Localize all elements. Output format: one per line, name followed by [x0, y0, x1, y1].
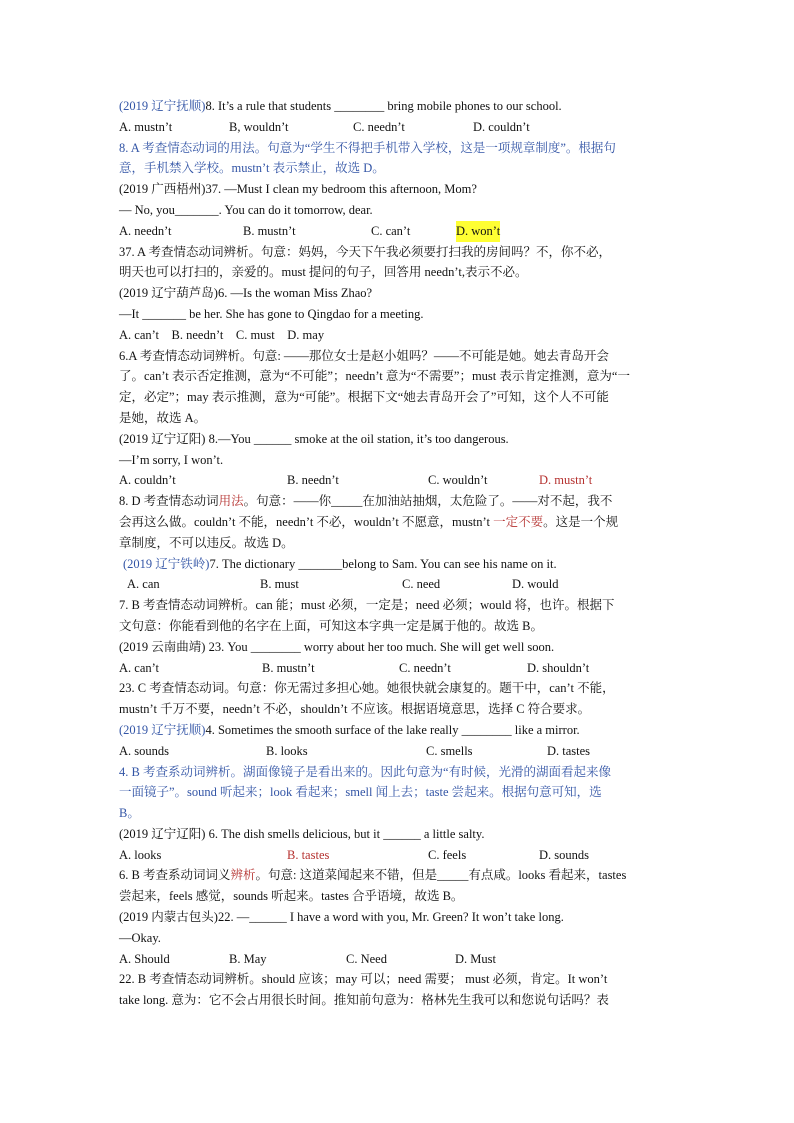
answer-explanation: 6.A 考查情态动词辨析。句意: ——那位女士是赵小姐吗？——不可能是她。她去青岛开会: [119, 348, 609, 363]
answer-explanation: 23. C 考查情态动词。句意：你无需过多担心她。她很快就会康复的。题干中，can’t 不能，: [119, 681, 615, 696]
answer-explanation: 6. B 考查系动词词义辨析。句意: 这道菜闻起来不错，但是_____有点咸。looks 看起来，tastes: [119, 868, 627, 883]
answer-explanation: 是她，故选 A。: [119, 410, 207, 425]
option-d-highlighted: D. won’t: [456, 221, 500, 242]
answer-explanation: 意，手机禁入学校。mustn’t 表示禁止，故选 D。: [119, 161, 385, 176]
option-a: A. needn’t: [119, 223, 172, 238]
answer-options: [119, 574, 679, 595]
answer-explanation: 定，必定”；may 表示推测，意为“可能”。根据下文“她去青岛开会了”可知，这个人不可能: [119, 390, 609, 405]
question-stem: (2019 辽宁葫芦岛)6. —Is the woman Miss Zhao?: [119, 286, 373, 301]
option-d: D. would: [512, 577, 559, 592]
answer-explanation: mustn’t 千万不要，needn’t 不必，shouldn’t 不应该。根据语境意思，选择 C 符合要求。: [119, 702, 591, 717]
question-stem: (2019 辽宁辽阳) 8.—You ______ smoke at the oil station, it’s too dangerous.: [119, 431, 509, 446]
option-a: A. looks: [119, 847, 162, 862]
answer-options: [119, 221, 679, 242]
answer-explanation: take long. 意为：它不会占用很长时间。推知前句意为：格林先生我可以和您说句话吗？表: [119, 993, 609, 1008]
question-stem: —I’m sorry, I won’t.: [119, 452, 224, 467]
answer-options: [119, 470, 679, 491]
option-b: B. mustn’t: [243, 223, 296, 238]
answer-explanation: 文句意：你能看到他的名字在上面，可知这本字典一定是属于他的。故选 B。: [119, 618, 543, 633]
question-stem: (2019 辽宁辽阳) 6. The dish smells delicious, but it ______ a little salty.: [119, 826, 485, 841]
option-a: A. can’t: [119, 660, 160, 675]
answer-explanation: 8. A 考查情态动词的用法。句意为“学生不得把手机带入学校，这是一项规章制度”。根据句: [119, 140, 616, 155]
option-c: C. needn’t: [353, 119, 405, 134]
question-stem: (2019 辽宁抚顺)4. Sometimes the smooth surface of the lake really ________ like a mirror.: [119, 722, 580, 737]
question-stem: (2019 广西梧州)37. —Must I clean my bedroom this afternoon, Mom?: [119, 182, 477, 197]
option-b: B. needn’t: [287, 473, 339, 488]
answer-options: [119, 741, 679, 762]
option-a: A. mustn’t: [119, 119, 173, 134]
option-a: A. can: [127, 577, 160, 592]
option-b: B. mustn’t: [262, 660, 315, 675]
option-d: D. sounds: [539, 847, 590, 862]
answer-explanation: 8. D 考查情态动词用法。句意：——你_____在加油站抽烟，太危险了。——对不起，我不: [119, 494, 613, 509]
option-b: B. May: [229, 951, 267, 966]
option-c: C. can’t: [371, 223, 411, 238]
option-d: D. Must: [455, 951, 496, 966]
answer-explanation: 22. B 考查情态动词辨析。should 应该；may 可以；need 需要； must 必须，肯定。It won’t: [119, 972, 608, 987]
question-stem: (2019 辽宁抚顺)8. It’s a rule that students ________ bring mobile phones to our school.: [119, 99, 562, 113]
option-c: C. Need: [346, 951, 387, 966]
answer-explanation: B。: [119, 806, 140, 821]
answer-explanation: 7. B 考查情态动词辨析。can 能；must 必须，一定是；need 必须；would 将，也许。根据下: [119, 598, 615, 613]
option-b: B. tastes: [287, 847, 330, 862]
answer-explanation: 一面镜子”。sound 听起来；look 看起来；smell 闻上去；taste 尝起来。根据句意可知，选: [119, 785, 602, 800]
option-c: C. need: [402, 577, 441, 592]
option-b: B. must: [260, 577, 299, 592]
answer-options: [119, 117, 679, 138]
answer-explanation: 明天也可以打扫的，亲爱的。must 提问的句子，回答用 needn’t,表示不必。: [119, 265, 528, 280]
question-stem: (2019 内蒙古包头)22. —______ I have a word with you, Mr. Green? It won’t take long.: [119, 910, 564, 925]
answer-explanation: 37. A 考查情态动词辨析。句意：妈妈，今天下午我必须要打扫我的房间吗？不，你不必，: [119, 244, 612, 259]
question-stem: (2019 云南曲靖) 23. You ________ worry about her too much. She will get well soon.: [119, 639, 555, 654]
answer-options: [119, 845, 679, 866]
answer-options: A. can’t B. needn’t C. must D. may: [119, 327, 325, 342]
option-d: D. mustn’t: [539, 473, 593, 488]
option-d: D. couldn’t: [473, 119, 530, 134]
question-stem: —Okay.: [119, 930, 161, 945]
option-c: C. smells: [426, 743, 473, 758]
answer-explanation: 尝起来，feels 感觉，sounds 听起来。tastes 合乎语境，故选 B。: [119, 889, 464, 904]
answer-explanation: 了。can’t 表示否定推测，意为“不可能”；needn’t 意为“不需要”；must 表示肯定推测，意为“一: [119, 369, 630, 384]
answer-explanation: 会再这么做。couldn’t 不能，needn’t 不必，wouldn’t 不愿意，mustn’t 一定不要。这是一个规: [119, 514, 619, 529]
answer-explanation: 4. B 考查系动词辨析。湖面像镜子是看出来的。因此句意为“有时候，光滑的湖面看起来像: [119, 764, 612, 779]
option-c: C. needn’t: [399, 660, 451, 675]
option-c: C. feels: [428, 847, 467, 862]
option-d: D. shouldn’t: [527, 660, 590, 675]
option-a: A. sounds: [119, 743, 170, 758]
question-stem: — No, you_______. You can do it tomorrow, dear.: [119, 202, 373, 217]
question-stem: —It _______ be her. She has gone to Qingdao for a meeting.: [119, 306, 424, 321]
answer-options: [119, 658, 679, 679]
option-a: A. Should: [119, 951, 170, 966]
answer-explanation: 章制度，不可以违反。故选 D。: [119, 535, 294, 550]
question-stem: (2019 辽宁铁岭)7. The dictionary _______belong to Sam. You can see his name on it.: [123, 556, 557, 571]
answer-options: [119, 949, 679, 970]
option-b: B. looks: [266, 743, 308, 758]
option-c: C. wouldn’t: [428, 473, 488, 488]
document-page: [119, 96, 679, 1011]
option-a: A. couldn’t: [119, 473, 176, 488]
option-d: D. tastes: [547, 743, 591, 758]
option-b: B, wouldn’t: [229, 119, 289, 134]
